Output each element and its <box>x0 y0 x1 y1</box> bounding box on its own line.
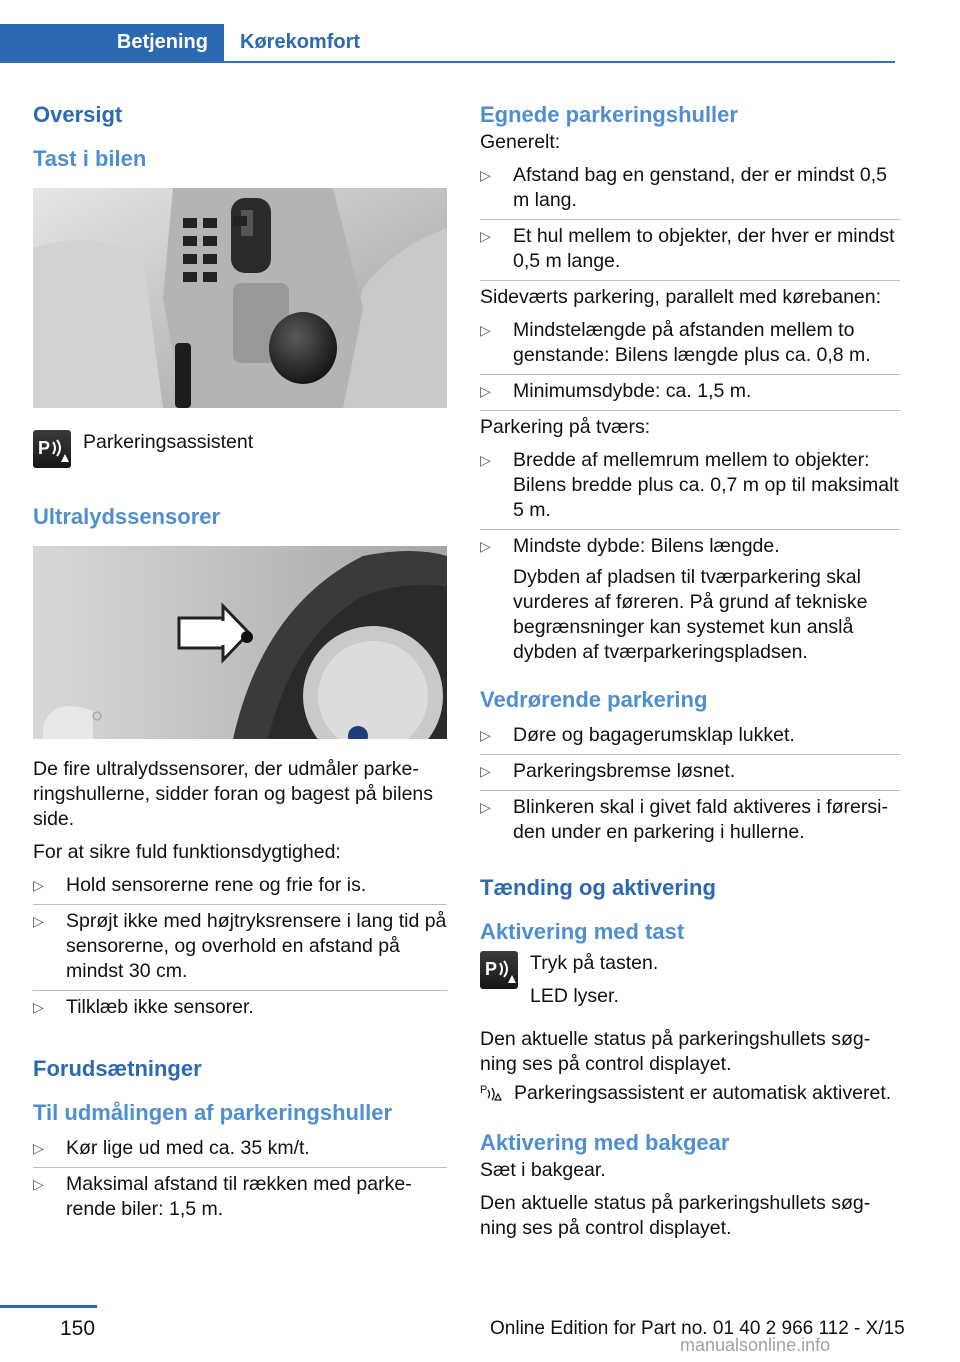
left-column <box>33 100 447 1228</box>
svg-text:P: P <box>485 959 498 979</box>
chapter-tab-bar <box>0 24 895 63</box>
activation-key-row <box>480 951 900 1009</box>
triangle-bullet-icon: ▷ <box>33 1176 44 1192</box>
vedr-list <box>480 719 900 851</box>
triangle-bullet-icon: ▷ <box>480 322 491 338</box>
list-item <box>480 530 900 671</box>
triangle-bullet-icon: ▷ <box>33 1140 44 1156</box>
sidevaerts-label: Sideværts parkering, parallelt med kørebanen: <box>480 286 882 308</box>
heading-oversigt: Oversigt <box>33 102 123 127</box>
tab-korekomfort[interactable]: Kørekomfort <box>240 31 361 53</box>
list-item-text: Hold sensorerne rene og frie for is. <box>66 874 367 896</box>
list-item-text: Mindstelængde på afstanden mellem to genstande: Bilens længde plus ca. 0,8 m. <box>513 319 871 366</box>
photo-center-console <box>33 188 447 408</box>
list-item <box>480 444 900 530</box>
heading-ultralydssensorer: Ultralydssensorer <box>33 504 221 529</box>
heading-til-udmalingen: Til udmålingen af parkeringshuller <box>33 1100 393 1125</box>
list-item-text: Bredde af mellemrum mellem to objekter: Bilens bredde plus ca. 0,7 m op til maksimalt 5 m. <box>513 449 899 521</box>
ultrasonic-paragraph: De fire ultralydssensorer, der udmåler parkeringshullerne, sidder foran og bagest på bilens side. <box>33 758 434 830</box>
triangle-bullet-icon: ▷ <box>480 763 491 779</box>
udmaling-list <box>33 1132 447 1228</box>
right-column <box>480 100 900 1241</box>
list-item <box>33 905 447 991</box>
sikre-paragraph: For at sikre fuld funktionsdygtighed: <box>33 841 341 863</box>
list-item <box>480 375 900 411</box>
sidevaerts-list <box>480 314 900 411</box>
photo-ultrasonic-sensor <box>33 546 447 739</box>
list-item <box>480 220 900 281</box>
triangle-bullet-icon: ▷ <box>480 167 491 183</box>
list-item <box>480 719 900 755</box>
list-item <box>480 314 900 375</box>
list-item <box>33 1168 447 1228</box>
list-item <box>480 159 900 220</box>
list-item <box>480 755 900 791</box>
bakgear-step: Sæt i bakgear. <box>480 1159 606 1181</box>
parking-assistant-icon <box>480 951 518 989</box>
list-item-text: Maksimal afstand til rækken med parkerende biler: 1,5 m. <box>66 1173 412 1220</box>
status-paragraph: Den aktuelle status på parkeringshullets søgning ses på control displayet. <box>480 1028 871 1075</box>
activation-step-2: LED lyser. <box>530 985 619 1007</box>
heading-forudsaetninger: Forudsætninger <box>33 1056 202 1081</box>
heading-aktivering-bakgear: Aktivering med bakgear <box>480 1130 730 1155</box>
svg-text:P: P <box>480 1084 488 1096</box>
svg-text:P: P <box>38 438 51 458</box>
edition-footer: Online Edition for Part no. 01 40 2 966 112 - X/15 <box>490 1318 905 1339</box>
triangle-bullet-icon: ▷ <box>480 727 491 743</box>
bakgear-status: Den aktuelle status på parkeringshullets søgning ses på control displayet. <box>480 1192 871 1239</box>
heading-tast-i-bilen: Tast i bilen <box>33 146 147 171</box>
list-item-text: Blinkeren skal i givet fald aktiveres i førersiden under en parkering i hullerne. <box>513 796 888 843</box>
auto-activated-paragraph <box>480 1081 900 1106</box>
triangle-bullet-icon: ▷ <box>33 877 44 893</box>
triangle-bullet-icon: ▷ <box>480 228 491 244</box>
tvaers-label: Parkering på tværs: <box>480 416 651 438</box>
list-item-text: Døre og bagagerumsklap lukket. <box>513 724 795 746</box>
list-item <box>480 791 900 851</box>
parking-assistant-label: Parkeringsassistent <box>83 431 254 453</box>
generelt-label: Generelt: <box>480 131 561 153</box>
list-item-text: Sprøjt ikke med højtryksrensere i lang tid på sensorerne, og overhold en afstand på mindst 30 cm. <box>66 910 447 982</box>
auto-activated-text: Parkeringsassistent er automatisk aktiveret. <box>514 1082 892 1104</box>
sikre-list <box>33 869 447 1026</box>
list-item-text: Minimumsdybde: ca. 1,5 m. <box>513 380 752 402</box>
watermark: manualsonline.info <box>680 1335 831 1355</box>
list-item <box>33 991 447 1026</box>
tab-betjening[interactable]: Betjening <box>0 24 224 61</box>
triangle-bullet-icon: ▷ <box>480 452 491 468</box>
parking-assistant-row <box>33 430 447 474</box>
list-item-subtext: Dybden af pladsen til tværparkering skal vurderes af føreren. På grund af tekniske begrænsninger kan systemet kun anslå dybden af tværparkeringspladsen. <box>513 566 868 663</box>
heading-taending: Tænding og aktivering <box>480 875 716 900</box>
parking-assistant-icon <box>33 430 71 468</box>
page-number: 150 <box>60 1317 96 1340</box>
list-item-text: Kør lige ud med ca. 35 km/t. <box>66 1137 310 1159</box>
triangle-bullet-icon: ▷ <box>33 913 44 929</box>
list-item-text: Tilklæb ikke sensorer. <box>66 996 254 1018</box>
list-item-text: Et hul mellem to objekter, der hver er mindst 0,5 m lange. <box>513 225 895 272</box>
list-item <box>33 1132 447 1168</box>
heading-vedrorende: Vedrørende parkering <box>480 687 708 712</box>
footer-accent-line <box>0 1305 97 1308</box>
activation-step-1: Tryk på tasten. <box>530 952 659 974</box>
tvaers-list <box>480 444 900 671</box>
heading-aktivering-tast: Aktivering med tast <box>480 919 685 944</box>
list-item <box>33 869 447 905</box>
list-item-text: Parkeringsbremse løsnet. <box>513 760 736 782</box>
heading-egnede: Egnede parkeringshuller <box>480 102 738 127</box>
list-item-text: Mindste dybde: Bilens længde. <box>513 535 780 557</box>
triangle-bullet-icon: ▷ <box>480 383 491 399</box>
triangle-bullet-icon: ▷ <box>480 538 491 554</box>
parking-assistant-display-icon <box>480 1082 502 1102</box>
generelt-list <box>480 159 900 281</box>
triangle-bullet-icon: ▷ <box>33 999 44 1015</box>
list-item-text: Afstand bag en genstand, der er mindst 0,5 m lang. <box>513 164 887 211</box>
triangle-bullet-icon: ▷ <box>480 799 491 815</box>
